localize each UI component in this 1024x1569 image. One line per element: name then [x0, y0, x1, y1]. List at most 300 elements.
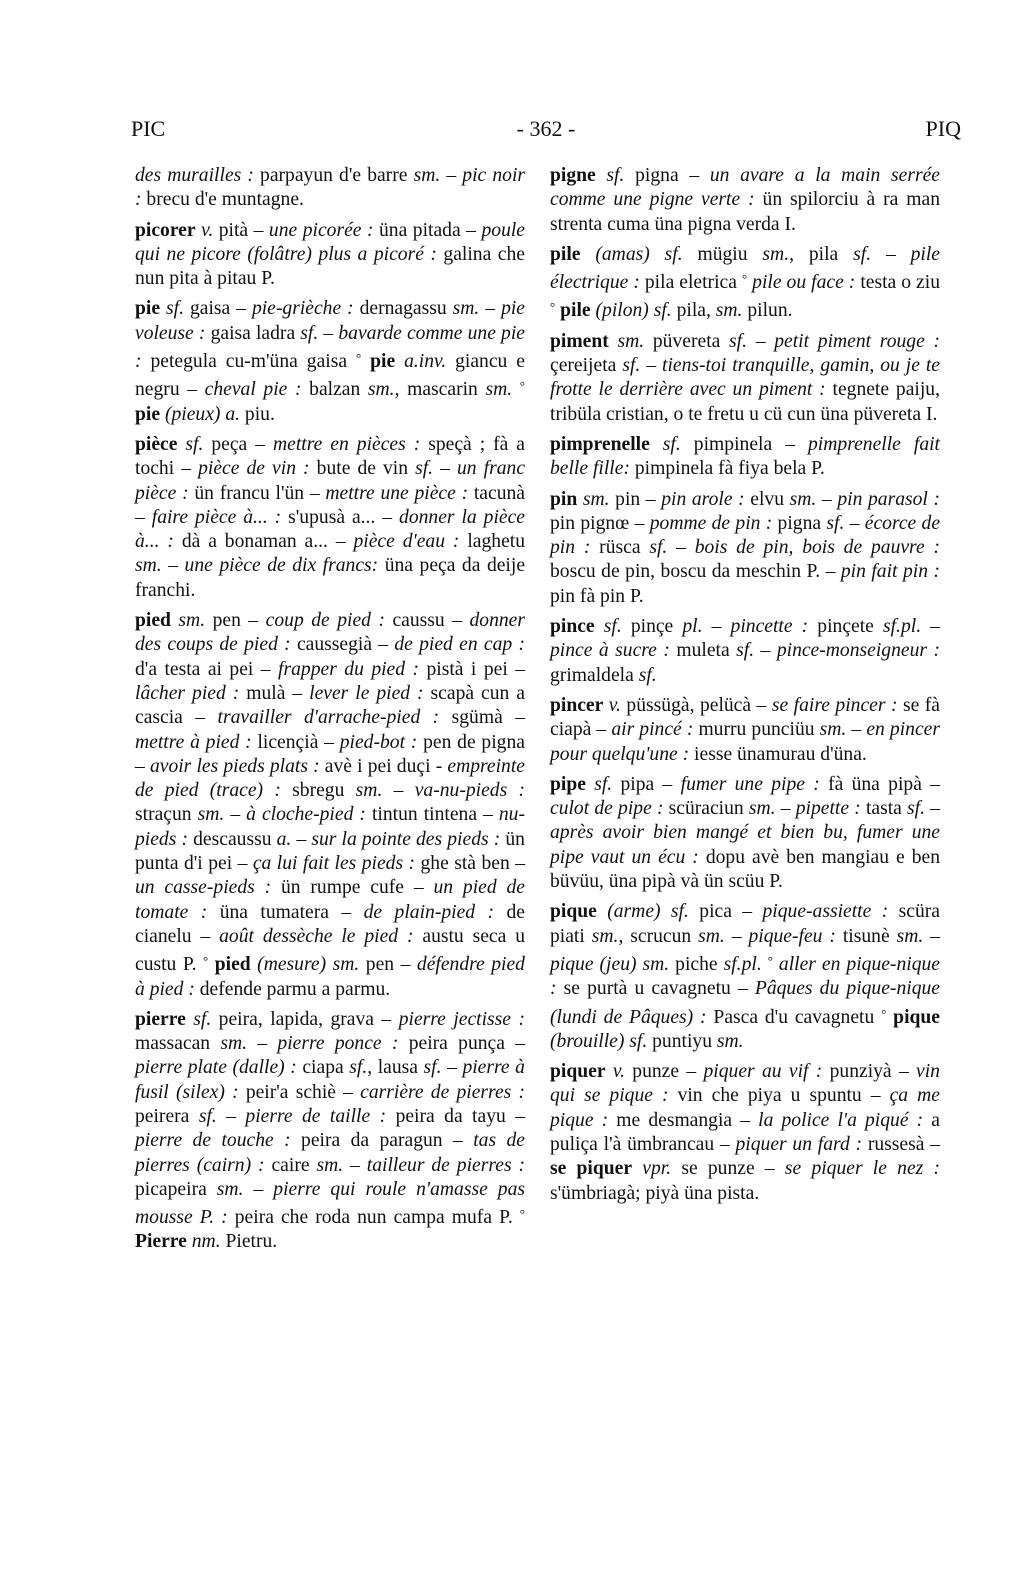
italic-text: sf.	[300, 322, 319, 344]
text-segment: descaussu	[188, 828, 277, 850]
text-segment: testa o ziu	[855, 272, 940, 294]
italic-text: sm.	[789, 488, 817, 510]
italic-text: sf.	[736, 640, 755, 662]
text-segment: gaisa –	[183, 298, 252, 320]
italic-text: sf.	[585, 773, 613, 795]
text-segment: mügiu	[682, 243, 763, 265]
dictionary-entry	[135, 297, 525, 426]
degree-mark: °	[355, 350, 362, 366]
text-segment: tacunà –	[135, 482, 525, 528]
text-segment: –	[667, 537, 695, 559]
italic-text: la police l'a piqué :	[758, 1109, 924, 1131]
italic-text: v.	[603, 694, 621, 716]
text-segment: pila eletrica	[639, 272, 742, 294]
headword: pimprenelle	[550, 433, 650, 455]
italic-text: empreinte de pied (trace) :	[135, 755, 525, 802]
italic-text: pierre de taille :	[245, 1105, 387, 1127]
text-segment: sgümà –	[439, 707, 525, 729]
dictionary-entry	[550, 488, 940, 609]
italic-text: pin fait pin :	[840, 561, 940, 583]
text-segment: pinçe	[621, 616, 683, 638]
italic-text: petit piment rouge :	[774, 330, 941, 352]
italic-text: sm.	[197, 804, 225, 826]
text-segment: –	[479, 298, 502, 320]
italic-text: bavarde comme une pie :	[135, 322, 525, 373]
degree-mark: °	[881, 1005, 887, 1021]
italic-text: (pieux) a.	[160, 403, 241, 425]
left-column	[135, 164, 525, 1261]
dictionary-entry	[135, 609, 525, 1002]
headword: pincer	[550, 694, 604, 716]
text-segment: pen –	[359, 954, 417, 976]
italic-text: sf.	[729, 330, 748, 352]
degree-mark: °	[767, 952, 773, 968]
italic-text: va-nu-pieds :	[414, 780, 525, 802]
italic-text: une picorée :	[268, 219, 374, 241]
text-segment: pinçete	[808, 616, 883, 638]
italic-text: un franc pièce :	[135, 458, 526, 504]
headword: pique	[886, 1006, 941, 1028]
italic-text: pique-assiette :	[762, 901, 889, 923]
running-head-left: PIC	[131, 116, 166, 141]
text-segment: Pietru.	[220, 1231, 278, 1253]
dictionary-entry	[550, 433, 940, 482]
headword: pique	[550, 901, 597, 923]
headword: pile	[550, 243, 581, 265]
italic-text: pince-monseigneur :	[776, 640, 940, 662]
text-segment: balzan	[301, 379, 368, 401]
text-segment: muleta	[669, 640, 737, 662]
italic-text: un casse-pieds :	[135, 877, 272, 899]
text-segment: fà üna pipà –	[819, 773, 940, 795]
italic-text: nm.	[186, 1231, 221, 1253]
text-segment: punze –	[624, 1061, 704, 1083]
dictionary-entry	[135, 1008, 525, 1255]
text-segment: punziyà –	[822, 1061, 917, 1083]
text-segment: –	[247, 1033, 278, 1055]
text-segment: peira da tayu –	[386, 1105, 526, 1127]
text-segment: peira che roda nun campa mufa P.	[227, 1207, 520, 1229]
text-segment: tisunè	[835, 925, 897, 947]
text-segment: –	[343, 1154, 367, 1176]
text-segment: puntiyu	[647, 1030, 717, 1052]
headword: Pierre	[135, 1231, 187, 1253]
italic-text: de pied en cap :	[394, 634, 525, 656]
text-segment: pen –	[205, 610, 266, 632]
italic-text: de plain-pied :	[363, 901, 495, 923]
text-segment: , pila	[789, 243, 854, 265]
text-segment: brecu d'e muntagne.	[141, 189, 304, 211]
text-segment: iesse ünamurau d'üna.	[689, 743, 867, 765]
italic-text: sf.	[423, 1057, 442, 1079]
text-segment: pigna –	[624, 165, 710, 186]
italic-text: sf.	[622, 355, 641, 377]
italic-text: sm.	[452, 298, 480, 320]
text-segment: peir'a schiè –	[238, 1081, 361, 1103]
italic-text: août dessèche le pied :	[219, 925, 414, 947]
italic-text: à cloche-pied :	[246, 804, 366, 826]
text-segment: –	[440, 165, 463, 186]
headword: pince	[550, 616, 595, 638]
italic-text: sm.	[355, 780, 383, 802]
italic-text: pierre ponce :	[277, 1033, 399, 1055]
dictionary-entry	[550, 1060, 940, 1206]
text-segment: –	[702, 616, 731, 638]
italic-text: carrière de pierres :	[360, 1081, 525, 1103]
italic-text: pincette :	[730, 616, 809, 638]
italic-text: des murailles :	[135, 165, 254, 186]
text-segment: –	[216, 1105, 246, 1127]
text-segment: caussu –	[384, 610, 470, 632]
italic-text: sm.	[748, 798, 776, 820]
text-segment: pila,	[671, 300, 716, 322]
text-segment: , scrucun	[618, 925, 699, 947]
headword: piment	[550, 330, 609, 352]
italic-text: sm.	[367, 379, 395, 401]
italic-text: (arme) sf.	[596, 901, 689, 923]
text-segment: defende parmu a parmu.	[194, 978, 391, 1000]
italic-text: mettre en pièces :	[273, 433, 421, 455]
text-segment: tasta	[860, 798, 908, 820]
italic-text: sm.	[220, 1033, 248, 1055]
text-segment: –	[775, 798, 796, 820]
italic-text: sf.	[595, 165, 625, 186]
italic-text: sf.	[649, 537, 668, 559]
italic-text: pomme de pin :	[649, 512, 773, 534]
text-segment: d'a testa ai pei –	[135, 658, 279, 680]
dictionary-entry	[550, 243, 940, 324]
italic-text: sf.pl.	[723, 953, 762, 975]
italic-text: (brouille) sf.	[550, 1030, 648, 1052]
italic-text: travailler d'arrache-pied :	[217, 707, 440, 729]
italic-text: frapper du pied :	[278, 658, 420, 680]
italic-text: v.	[195, 219, 214, 241]
text-segment: galina che nun pita à pitau P.	[135, 243, 525, 290]
text-segment: se fà ciapà –	[550, 694, 940, 741]
text-segment: –	[291, 828, 312, 850]
italic-text: pl.	[682, 616, 703, 638]
italic-text: pièce d'eau :	[353, 531, 460, 553]
text-segment: s'upusà a... –	[281, 506, 400, 528]
text-segment: tintun tintena –	[365, 804, 499, 826]
text-segment	[512, 379, 520, 400]
italic-text: sf.	[826, 512, 845, 534]
italic-text: vin qui se pique :	[550, 1061, 940, 1107]
text-segment: ciapa	[296, 1057, 350, 1079]
text-segment: pità –	[213, 219, 269, 241]
text-segment: üna pitada –	[373, 219, 482, 241]
text-segment: pica –	[688, 901, 763, 923]
italic-text: pique-feu :	[748, 925, 836, 947]
dictionary-entry	[135, 164, 525, 213]
italic-text: bois de pin, bois de pauvre :	[694, 537, 940, 559]
text-segment: picapeira	[135, 1178, 217, 1200]
italic-text: pierre qui roule n'amasse pas mousse P. :	[135, 1178, 525, 1229]
headword: picorer	[135, 219, 196, 241]
italic-text: se piquer le nez :	[784, 1158, 941, 1180]
text-segment: dernagassu	[353, 298, 453, 320]
italic-text: (pilon) sf.	[590, 300, 672, 322]
italic-text: pie-grièche :	[251, 298, 354, 320]
italic-text: tiens-toi tranquille, gamin, ou je te frotte le derrière avec un piment :	[550, 355, 940, 401]
italic-text: pierre à fusil (silex) :	[135, 1057, 525, 1103]
text-segment: russesà –	[862, 1133, 940, 1155]
text-segment: sbregu	[280, 780, 356, 802]
italic-text: sm.	[135, 555, 162, 577]
dictionary-entry	[135, 433, 525, 603]
text-segment: –	[382, 780, 415, 802]
text-segment: parpayun d'e barre	[253, 165, 414, 186]
italic-text: sf.	[177, 433, 204, 455]
headword: pigne	[550, 165, 596, 186]
italic-text: piquer un fard :	[735, 1133, 863, 1155]
italic-text: sm.	[413, 165, 441, 186]
text-segment: ün punta d'i pei –	[135, 828, 525, 875]
text-segment: çereijeta	[550, 355, 623, 377]
text-segment: peirera	[135, 1105, 199, 1127]
text-segment: austu seca u custu P.	[135, 925, 525, 976]
text-segment: grimaldela	[550, 664, 639, 686]
italic-text: pince à sucre :	[550, 640, 670, 662]
text-segment: petegula cu-m'üna gaisa	[141, 351, 356, 373]
text-segment: –	[923, 925, 940, 947]
italic-text: une pièce de dix francs:	[184, 555, 379, 577]
text-segment: –	[441, 1057, 463, 1079]
italic-text: sm.	[819, 719, 847, 741]
italic-text: nu-pieds :	[135, 804, 525, 850]
italic-text: pic noir :	[135, 165, 526, 211]
italic-text: pie voleuse :	[135, 298, 525, 344]
text-segment: scüra piati	[550, 901, 940, 947]
text-segment: –	[747, 330, 775, 352]
text-segment: straçun	[135, 804, 198, 826]
italic-text: pile électrique :	[550, 243, 941, 294]
text-segment: rüsca	[590, 537, 650, 559]
headword: pied	[208, 954, 251, 976]
text-segment: –	[846, 719, 867, 741]
text-segment: murru punciüu	[693, 719, 820, 741]
italic-text: cheval pie :	[204, 379, 302, 401]
italic-text: a.inv.	[395, 351, 447, 373]
text-segment: –	[816, 488, 838, 510]
dictionary-entry	[135, 219, 525, 292]
text-segment: –	[921, 616, 940, 638]
dictionary-entry	[550, 164, 940, 237]
italic-text: défendre pied à pied :	[135, 954, 525, 1000]
italic-text: tailleur de pierres :	[366, 1154, 526, 1176]
italic-text: sf.	[638, 664, 657, 686]
text-segment: , lausa	[367, 1057, 424, 1079]
italic-text: mettre une pièce :	[325, 482, 469, 504]
italic-text: air pincé :	[611, 719, 694, 741]
italic-text: pipette :	[795, 798, 861, 820]
text-segment: de cianelu –	[135, 901, 525, 947]
italic-text: sm.	[577, 488, 610, 510]
italic-text: en pincer pour quelqu'une :	[550, 719, 940, 765]
headword: pie	[361, 351, 396, 373]
headword: pile	[555, 300, 591, 322]
text-segment: piche	[669, 953, 724, 975]
right-column	[550, 164, 940, 1212]
italic-text: sf.	[415, 458, 434, 480]
text-segment: –	[161, 555, 185, 577]
text-segment: –	[754, 640, 777, 662]
text-segment: ün spilorciu à ra man strenta cuma üna pigna verda I.	[550, 189, 940, 235]
italic-text: un avare a la main serrée comme une pigne verte :	[550, 165, 940, 211]
italic-text: sf.pl.	[882, 616, 922, 638]
page-number: - 362 -	[516, 116, 576, 141]
text-segment: pin pignœ –	[550, 512, 650, 534]
text-segment: vin che piya u spuntu –	[668, 1085, 890, 1107]
text-segment: pimpinela –	[680, 433, 808, 455]
text-segment: dopu avè ben mangiau e ben büvüu, üna pipà và ün scüu P.	[550, 846, 941, 893]
italic-text: se faire pincer :	[771, 694, 898, 716]
italic-text: ça lui fait les pieds :	[252, 853, 416, 875]
text-segment: ün rumpe cufe –	[271, 877, 434, 899]
italic-text: piquer au vif :	[703, 1061, 823, 1083]
text-segment: se purtà u cavagnetu –	[556, 978, 755, 1000]
text-segment: pimpinela fà fiya bela P.	[629, 458, 825, 480]
italic-text: sm.	[216, 1178, 244, 1200]
italic-text: (mesure) sm.	[250, 954, 360, 976]
italic-text: sm.	[591, 925, 619, 947]
italic-text: sm.	[698, 925, 725, 947]
italic-text: faire pièce à... :	[151, 506, 282, 528]
dictionary-entry	[550, 694, 940, 767]
italic-text: tas de pierres (cairn) :	[135, 1130, 525, 1176]
text-segment: –	[318, 322, 339, 344]
text-segment: speçà ; fà a tochi –	[135, 433, 526, 480]
headword: piquer	[550, 1061, 606, 1083]
degree-mark: °	[203, 953, 209, 969]
italic-text: culot de pipe :	[550, 798, 664, 820]
italic-text: sf.	[349, 1057, 368, 1079]
italic-text: pièce de vin :	[198, 458, 310, 480]
italic-text: pierre plate (dalle) :	[135, 1057, 297, 1079]
text-segment: –	[224, 804, 247, 826]
headword: pied	[135, 610, 171, 632]
italic-text: sm.	[716, 1030, 744, 1052]
italic-text: lever le pied :	[309, 682, 424, 704]
text-segment: üna peça da deije franchi.	[135, 555, 526, 601]
italic-text: pied-bot :	[339, 731, 418, 753]
italic-text: a.	[276, 828, 292, 850]
italic-text: sm.	[485, 379, 513, 401]
headword: pie	[135, 298, 161, 320]
italic-text: sf.	[594, 616, 622, 638]
italic-text: fumer une pipe :	[680, 773, 820, 795]
italic-text: sf.	[907, 798, 926, 820]
italic-text: après avoir bien mangé et bien bu, fumer une pipe vaut un écu :	[550, 822, 940, 868]
italic-text: aller en pique-nique :	[550, 953, 940, 1000]
text-segment: ün francu l'ün –	[188, 482, 326, 504]
italic-text: mettre à pied :	[135, 731, 252, 753]
italic-text: v.	[605, 1061, 625, 1083]
italic-text: coup de pied :	[265, 610, 385, 632]
text-segment: –	[433, 458, 457, 480]
text-segment: pen de pigna –	[135, 731, 525, 777]
text-segment: –	[871, 243, 911, 265]
degree-mark: °	[550, 299, 556, 315]
text-segment: , mascarin	[394, 379, 486, 401]
italic-text: sf.	[160, 298, 184, 320]
text-segment: gaisa ladra	[205, 322, 301, 344]
italic-text: Pâques du pique-nique (lundi de Pâques) :	[550, 978, 940, 1028]
text-segment: pin fà pin P.	[550, 585, 644, 607]
italic-text: pin parasol :	[837, 488, 941, 510]
italic-text: ça me pique :	[550, 1085, 940, 1131]
italic-text: sur la pointe des pieds :	[311, 828, 501, 850]
headword: pipe	[550, 773, 586, 795]
text-segment: scapà cun a cascia –	[135, 682, 525, 729]
text-segment: peira, lapida, grava –	[211, 1008, 399, 1030]
italic-text: sf.	[853, 243, 872, 265]
text-segment: giancu e negru –	[135, 351, 525, 401]
degree-mark: °	[519, 1206, 525, 1222]
italic-text: pierre de touche :	[135, 1130, 291, 1152]
italic-text: sf.	[198, 1105, 217, 1127]
text-segment: –	[844, 512, 865, 534]
degree-mark: °	[741, 271, 748, 287]
text-segment: –	[925, 798, 940, 820]
italic-text: un pied de tomate :	[135, 877, 525, 923]
dictionary-entry	[550, 330, 940, 427]
italic-text: sm.	[170, 610, 206, 632]
text-segment: pipa –	[612, 773, 681, 795]
italic-text: sm.	[608, 330, 645, 352]
text-segment: püssügà, pelücà –	[620, 694, 772, 716]
text-segment: pilun.	[742, 300, 793, 322]
headword: se piquer	[550, 1158, 633, 1180]
text-segment: bute de vin	[309, 458, 416, 480]
dictionary-entry	[550, 900, 940, 1054]
headword: pierre	[135, 1008, 186, 1030]
text-segment: ghe stà ben –	[415, 853, 525, 875]
text-segment: pin –	[609, 488, 662, 510]
italic-text: sf.	[185, 1008, 212, 1030]
text-segment: Pasca d'u cavagnetu	[706, 1006, 882, 1028]
running-head-right: PIQ	[925, 116, 961, 141]
text-segment: massacan	[135, 1033, 221, 1055]
text-segment: laghetu	[459, 531, 526, 553]
text-segment: avè i pei duçi -	[319, 755, 448, 777]
text-segment: peira da paragun –	[290, 1130, 474, 1152]
text-segment: a puliça l'à ümbrancau –	[550, 1109, 940, 1155]
text-segment: –	[243, 1178, 274, 1200]
text-segment: me desmangia –	[608, 1109, 759, 1131]
text-segment: pistà i pei –	[419, 658, 526, 680]
dictionary-entry	[550, 773, 940, 894]
degree-mark: °	[519, 378, 525, 394]
text-segment: pigna	[772, 512, 827, 534]
italic-text: écorce de pin :	[550, 512, 941, 559]
text-segment: mulà –	[239, 682, 310, 704]
italic-text: pique (jeu) sm.	[550, 953, 670, 975]
italic-text: sf.	[649, 433, 681, 455]
italic-text: sm.	[896, 925, 924, 947]
text-segment: tegnete paiju, tribüla cristian, o te fretu u cü cun üna püvereta I.	[550, 379, 940, 425]
italic-text: pimprenelle fait belle fille:	[550, 433, 941, 480]
italic-text: avoir les pieds plats :	[149, 755, 320, 777]
italic-text: pile ou face :	[752, 272, 856, 294]
italic-text: lâcher pied :	[135, 682, 240, 704]
italic-text: sm.	[316, 1154, 344, 1176]
italic-text: sm.	[715, 300, 743, 322]
text-segment: se punze –	[671, 1158, 785, 1180]
text-segment: dà a bonaman a... –	[173, 531, 354, 553]
text-segment: caussegià –	[290, 634, 395, 656]
headword: pièce	[135, 433, 178, 455]
